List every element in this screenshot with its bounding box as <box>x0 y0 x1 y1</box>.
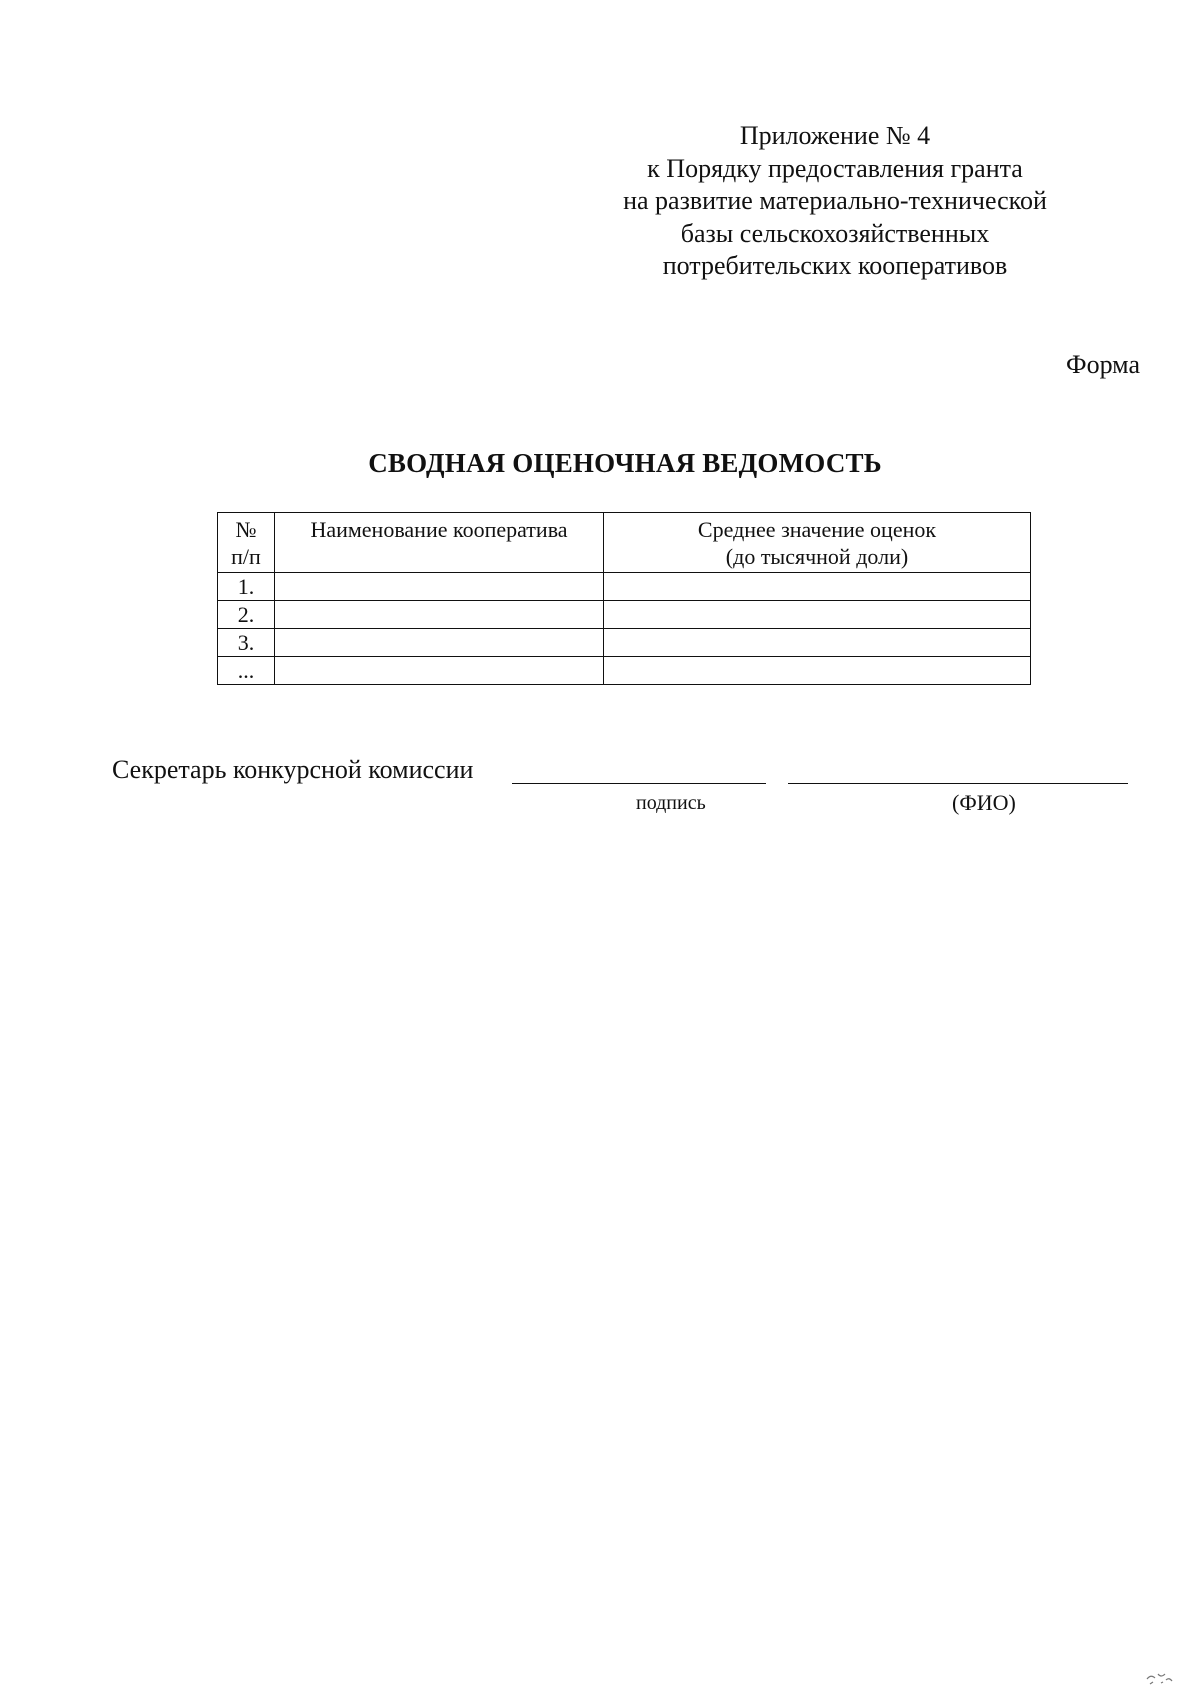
row-number: 2. <box>218 601 275 629</box>
table-row <box>218 629 1031 657</box>
appendix-line: базы сельскохозяйственных <box>680 218 990 248</box>
document-title: СВОДНАЯ ОЦЕНОЧНАЯ ВЕДОМОСТЬ <box>368 448 882 478</box>
signature-caption: подпись <box>636 792 706 814</box>
header-average-score <box>604 513 1031 573</box>
row-number: 1. <box>218 573 275 601</box>
row-cooperative-name <box>275 629 604 657</box>
table-row <box>218 601 1031 629</box>
appendix-header <box>560 120 1110 283</box>
header-average-line1: Среднее значение оценок <box>697 517 937 542</box>
appendix-line: Приложение № 4 <box>739 121 931 150</box>
table-row <box>218 573 1031 601</box>
row-cooperative-name <box>275 573 604 601</box>
header-average-line2: (до тысячной доли) <box>725 544 909 569</box>
header-number-line2: п/п <box>231 544 261 569</box>
secretary-label: Секретарь конкурсной комиссии <box>112 755 474 784</box>
form-label: Форма <box>1066 350 1140 379</box>
scan-artifact-icon <box>1144 1665 1178 1687</box>
row-average-score <box>604 601 1031 629</box>
full-name-line <box>788 783 1128 784</box>
header-cooperative-name: Наименование кооператива <box>275 513 604 573</box>
full-name-caption: (ФИО) <box>952 790 1016 815</box>
evaluation-table <box>217 512 1031 685</box>
row-average-score <box>604 573 1031 601</box>
header-number <box>218 513 275 573</box>
header-number-line1: № <box>235 517 257 542</box>
appendix-line: к Порядку предоставления гранта <box>647 153 1023 183</box>
signature-line <box>512 783 766 784</box>
row-cooperative-name <box>275 657 604 685</box>
table-header-row <box>218 513 1031 573</box>
row-average-score <box>604 629 1031 657</box>
appendix-line: на развитие материально-технической <box>623 186 1047 215</box>
table-row <box>218 657 1031 685</box>
appendix-line: потребительских кооперативов <box>662 251 1008 280</box>
row-number: ... <box>218 657 275 685</box>
row-cooperative-name <box>275 601 604 629</box>
row-number: 3. <box>218 629 275 657</box>
row-average-score <box>604 657 1031 685</box>
